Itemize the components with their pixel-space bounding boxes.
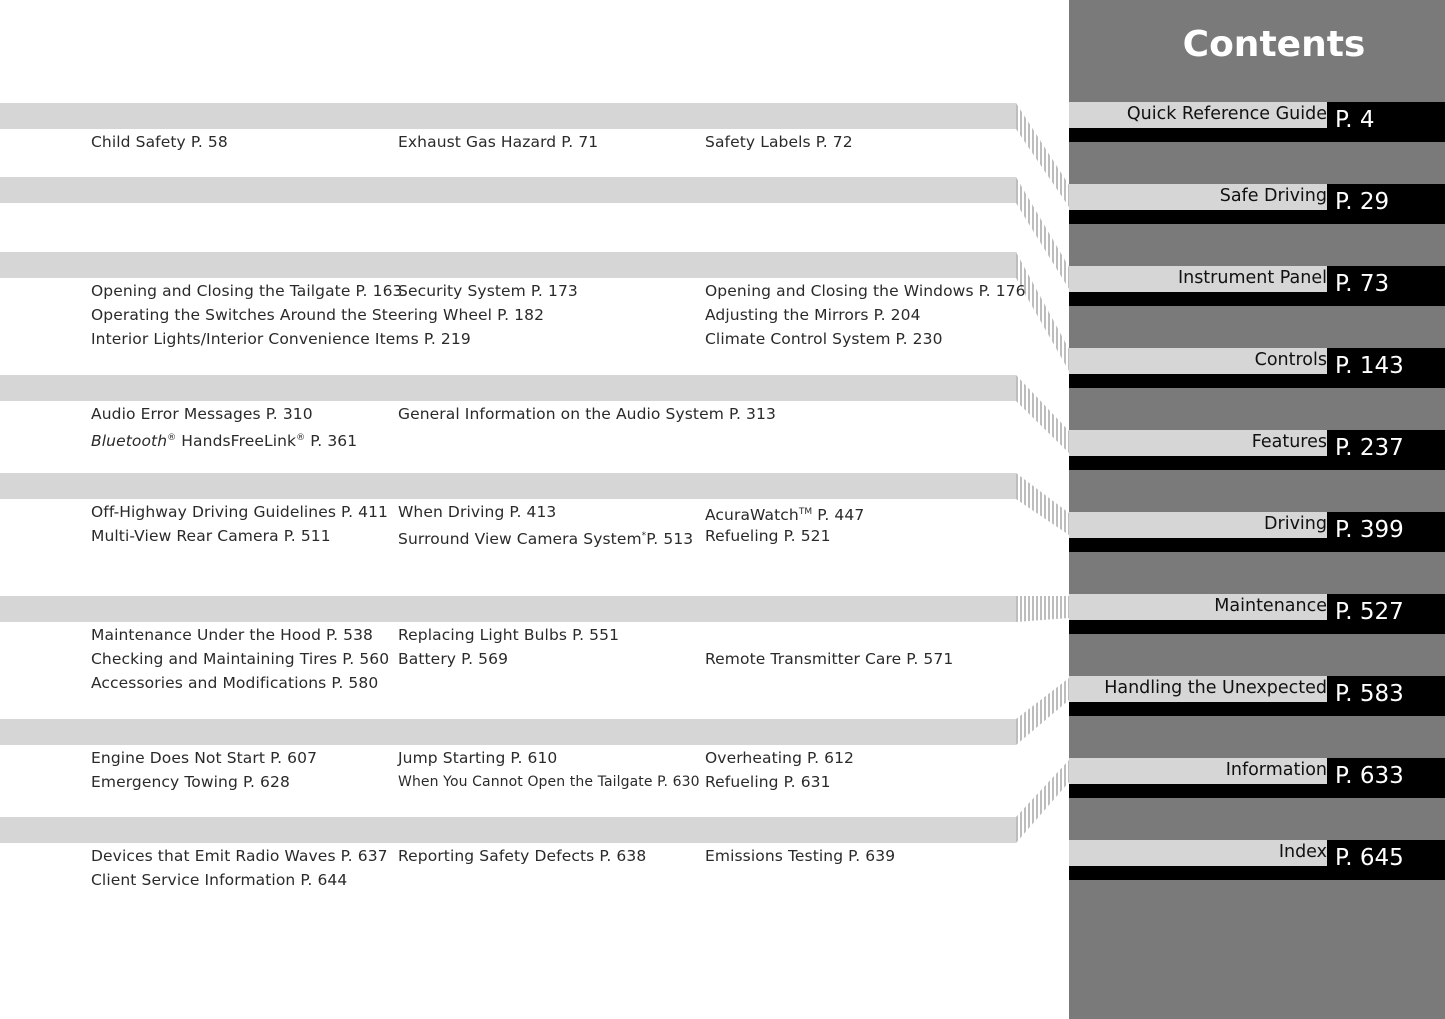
chapter-maintenance[interactable] [1069,594,1445,636]
entry-jump-starting[interactable]: Jump Starting P. 610 [398,749,558,767]
entry-safety-defects[interactable]: Reporting Safety Defects P. 638 [398,847,647,865]
chapter-underbar [1069,456,1337,470]
chapter-controls[interactable] [1069,348,1445,390]
chapter-page: P. 29 [1327,184,1445,224]
entry-emissions-testing[interactable]: Emissions Testing P. 639 [705,847,896,865]
chapter-label: Information [1069,758,1337,784]
entry-interior-lights[interactable]: Interior Lights/Interior Convenience Items P. 219 [91,330,471,348]
entry-accessories[interactable]: Accessories and Modifications P. 580 [91,674,379,692]
entry-mirrors[interactable]: Adjusting the Mirrors P. 204 [705,306,921,324]
section-band-information [0,817,1016,843]
chapter-underbar [1069,702,1337,716]
chapter-page: P. 645 [1327,840,1445,880]
chapter-page: P. 143 [1327,348,1445,388]
entry-emergency-towing[interactable]: Emergency Towing P. 628 [91,773,290,791]
chapter-label: Handling the Unexpected [1069,676,1337,702]
chapter-underbar [1069,784,1337,798]
chapter-label: Instrument Panel [1069,266,1337,292]
section-band-features [0,375,1016,401]
entry-rear-camera[interactable]: Multi-View Rear Camera P. 511 [91,527,331,545]
chapter-label: Driving [1069,512,1337,538]
bluetooth-text: Bluetooth [91,432,168,451]
chapter-label: Index [1069,840,1337,866]
chapter-underbar [1069,538,1337,552]
chapter-handling-unexpected[interactable] [1069,676,1445,718]
handsfreelink-text: HandsFreeLink [176,432,297,451]
chapter-underbar [1069,210,1337,224]
entry-radio-waves[interactable]: Devices that Emit Radio Waves P. 637 [91,847,388,865]
chapter-label: Maintenance [1069,594,1337,620]
chapter-quick-reference[interactable] [1069,102,1445,144]
chapter-underbar [1069,292,1337,306]
chapter-features[interactable] [1069,430,1445,472]
chapter-label: Controls [1069,348,1337,374]
entry-under-hood[interactable]: Maintenance Under the Hood P. 538 [91,626,374,644]
entry-climate-control[interactable]: Climate Control System P. 230 [705,330,943,348]
chapter-label: Quick Reference Guide [1069,102,1337,128]
entry-battery[interactable]: Battery P. 569 [398,650,509,668]
entry-overheating[interactable]: Overheating P. 612 [705,749,855,767]
section-band-driving [0,473,1016,499]
chapter-page: P. 633 [1327,758,1445,798]
entry-exhaust-gas-hazard[interactable]: Exhaust Gas Hazard P. 71 [398,133,599,151]
chapter-page: P. 399 [1327,512,1445,552]
section-band-instrument-panel [0,177,1016,203]
entry-refueling-handling[interactable]: Refueling P. 631 [705,773,831,791]
entry-acurawatch[interactable] [705,502,864,525]
chapter-instrument-panel[interactable] [1069,266,1445,308]
chapter-index[interactable] [1069,840,1445,882]
entry-security-system[interactable]: Security System P. 173 [398,282,578,300]
section-band-maintenance [0,596,1016,622]
entry-engine-not-start[interactable]: Engine Does Not Start P. 607 [91,749,318,767]
chapter-page: P. 4 [1327,102,1445,142]
entry-windows[interactable]: Opening and Closing the Windows P. 176 [705,282,1026,300]
entry-off-highway[interactable]: Off-Highway Driving Guidelines P. 411 [91,503,389,521]
page-title: Contents [1182,24,1366,65]
registered-mark: ® [167,433,177,443]
entry-steering-switches[interactable]: Operating the Switches Around the Steering Wheel P. 182 [91,306,545,324]
registered-mark: ® [296,433,306,443]
band-connector-hatching [1012,0,1072,1019]
entry-tires[interactable]: Checking and Maintaining Tires P. 560 [91,650,390,668]
entry-when-driving[interactable]: When Driving P. 413 [398,503,557,521]
entry-surround-camera[interactable] [398,526,693,549]
chapter-label: Safe Driving [1069,184,1337,210]
section-band-controls [0,252,1016,278]
chapter-information[interactable] [1069,758,1445,800]
section-band-safe-driving [0,103,1016,129]
handsfreelink-page: P. 361 [305,432,358,451]
asterisk-mark: * [641,531,647,541]
chapter-label: Features [1069,430,1337,456]
entry-audio-error[interactable]: Audio Error Messages P. 310 [91,405,313,423]
entry-light-bulbs[interactable]: Replacing Light Bulbs P. 551 [398,626,620,644]
chapter-underbar [1069,620,1337,634]
entry-remote-transmitter[interactable]: Remote Transmitter Care P. 571 [705,650,954,668]
section-band-handling [0,719,1016,745]
trademark-mark: TM [798,507,813,517]
entry-audio-general[interactable]: General Information on the Audio System P. 313 [398,405,776,423]
entry-handsfreelink[interactable] [91,428,357,451]
entry-child-safety[interactable]: Child Safety P. 58 [91,133,228,151]
entry-refueling-driving[interactable]: Refueling P. 521 [705,527,831,545]
entry-client-service[interactable]: Client Service Information P. 644 [91,871,348,889]
chapter-page: P. 237 [1327,430,1445,470]
surround-text: Surround View Camera System [398,530,642,549]
acurawatch-text: AcuraWatch [705,506,799,525]
chapter-underbar [1069,128,1337,142]
chapter-underbar [1069,866,1337,880]
chapter-safe-driving[interactable] [1069,184,1445,226]
surround-page: P. 513 [646,530,694,549]
chapter-driving[interactable] [1069,512,1445,554]
entry-tailgate[interactable]: Opening and Closing the Tailgate P. 163 [91,282,403,300]
entry-tailgate-cannot-open[interactable]: When You Cannot Open the Tailgate P. 630 [398,774,700,790]
chapter-underbar [1069,374,1337,388]
acurawatch-page: P. 447 [812,506,865,525]
chapter-page: P. 73 [1327,266,1445,306]
chapter-page: P. 527 [1327,594,1445,634]
entry-safety-labels[interactable]: Safety Labels P. 72 [705,133,853,151]
chapter-page: P. 583 [1327,676,1445,716]
